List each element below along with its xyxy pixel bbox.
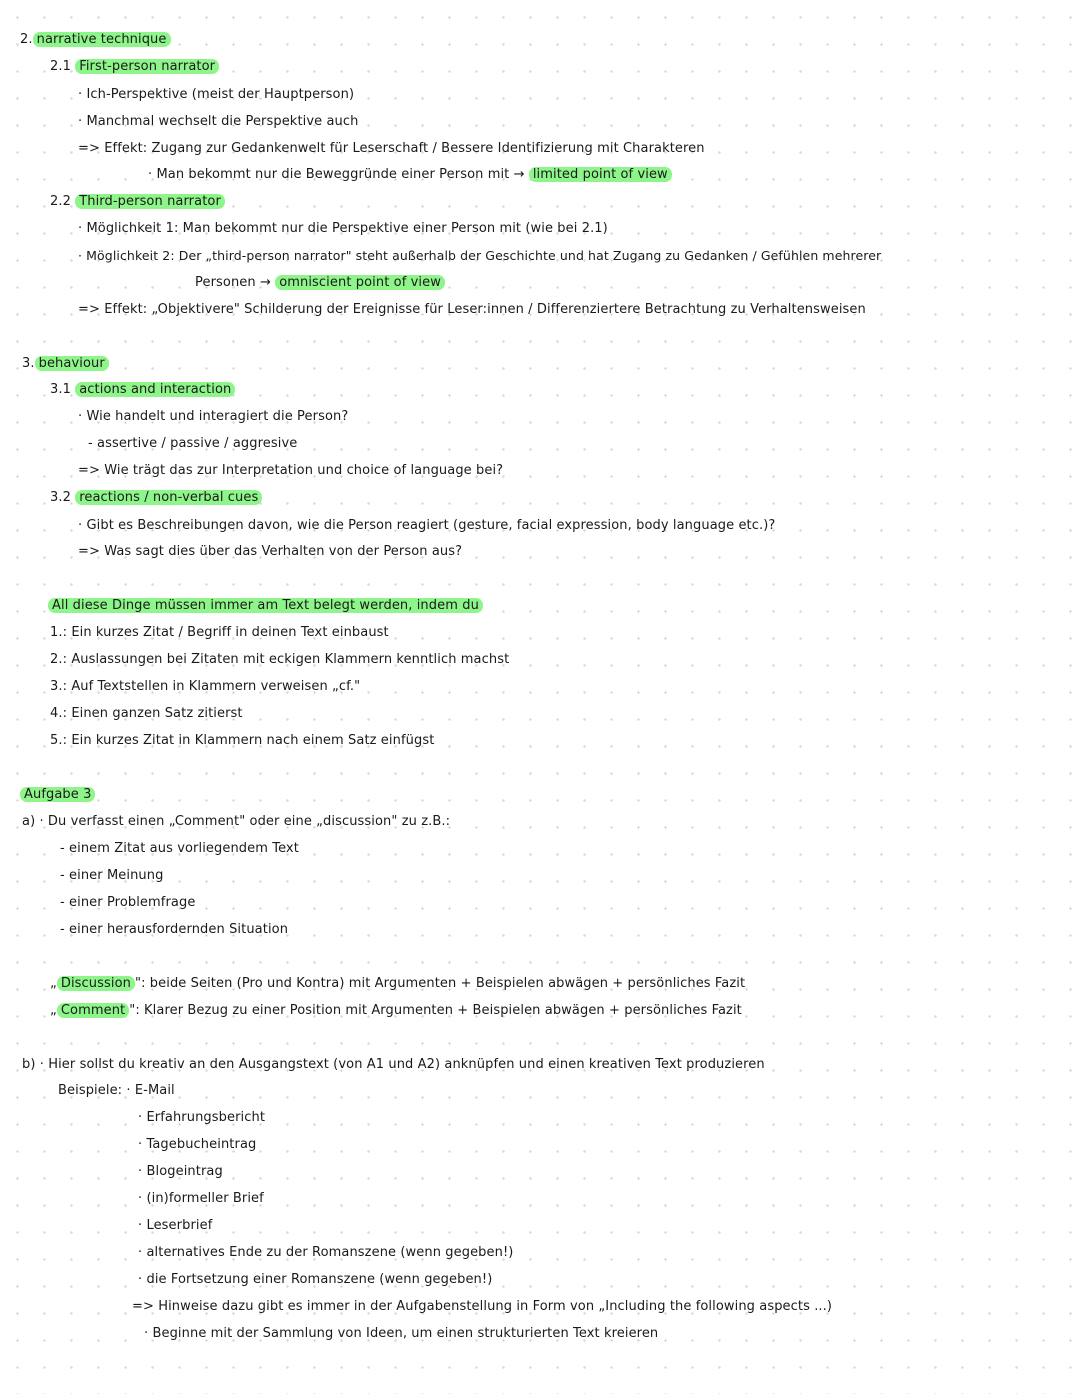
list-item: 3.: Auf Textstellen in Klammern verweisen „cf." (50, 679, 361, 694)
text-line-discussion: „ Discussion ": beide Seiten (Pro und Kontra) mit Argumenten + Beispielen abwägen + persönliches Fazit (50, 976, 746, 991)
subheading-reactions-cues: 3.2 reactions / non-verbal cues (50, 489, 262, 507)
list-item: - einer Meinung (60, 868, 164, 883)
text-line: => Was sagt dies über das Verhalten von der Person aus? (78, 544, 463, 559)
text-line-b: b) · Hier sollst du kreativ an den Ausgangstext (von A1 und A2) anknüpfen und einen kreativen Text produzieren (22, 1057, 765, 1072)
subheading-first-person-narrator: 2.1 First-person narrator (50, 58, 219, 76)
heading-behaviour: 3. behaviour (22, 355, 109, 373)
text-line: · Wie handelt und interagiert die Person? (78, 409, 349, 424)
list-item: · Tagebucheintrag (138, 1137, 257, 1152)
text-line: · Ich-Perspektive (meist der Hauptperson) (78, 87, 355, 102)
list-item: 1.: Ein kurzes Zitat / Begriff in deinen Text einbaust (50, 625, 389, 640)
highlight-text-evidence: All diese Dinge müssen immer am Text belegt werden, indem du (48, 597, 483, 615)
list-item: · (in)formeller Brief (138, 1191, 264, 1206)
text-line: => Wie trägt das zur Interpretation und choice of language bei? (78, 463, 504, 478)
text-line: · Beginne mit der Sammlung von Ideen, um einen strukturierten Text kreieren (144, 1326, 659, 1341)
text-line: - assertive / passive / aggresive (88, 436, 298, 451)
subheading-actions-interaction: 3.1 actions and interaction (50, 381, 235, 399)
text-line: => Effekt: Zugang zur Gedankenwelt für Leserschaft / Bessere Identifizierung mit Charakteren (78, 141, 705, 156)
list-item: · die Fortsetzung einer Romanszene (wenn gegeben!) (138, 1272, 493, 1287)
subheading-third-person-narrator: 2.2 Third-person narrator (50, 193, 225, 211)
list-item: 4.: Einen ganzen Satz zitierst (50, 706, 243, 721)
list-item: 2.: Auslassungen bei Zitaten mit eckigen Klammern kenntlich machst (50, 652, 510, 667)
heading-aufgabe-3: Aufgabe 3 (20, 786, 95, 804)
text-line: => Effekt: „Objektivere" Schilderung der Ereignisse für Leser:innen / Differenziertere Betrachtung zu Verhaltensweisen (78, 302, 866, 317)
text-line-limited-pov: · Man bekommt nur die Beweggründe einer Person mit → limited point of view (148, 166, 672, 184)
heading-narrative-technique: 2. narrative technique (20, 31, 171, 49)
list-item: 5.: Ein kurzes Zitat in Klammern nach einem Satz einfügst (50, 733, 435, 748)
list-item: - einer herausfordernden Situation (60, 922, 289, 937)
list-item: · Leserbrief (138, 1218, 213, 1233)
text-line-comment: „ Comment ": Klarer Bezug zu einer Position mit Argumenten + Beispielen abwägen + persönliches Fazit (50, 1003, 742, 1018)
list-item: · Erfahrungsbericht (138, 1110, 266, 1125)
list-item: · Blogeintrag (138, 1164, 223, 1179)
text-line: · Möglichkeit 2: Der „third-person narrator" steht außerhalb der Geschichte und hat Zugang zu Gedanken / Gefühlen mehrerer (78, 248, 882, 263)
text-line: · Manchmal wechselt die Perspektive auch (78, 114, 359, 129)
list-item: · alternatives Ende zu der Romanszene (wenn gegeben!) (138, 1245, 514, 1260)
text-line-omniscient-pov: Personen → omniscient point of view (195, 274, 445, 292)
text-line-beispiele: Beispiele: · E-Mail (58, 1083, 175, 1098)
text-line: · Gibt es Beschreibungen davon, wie die Person reagiert (gesture, facial expression, body language etc.)? (78, 518, 776, 533)
list-item: - einer Problemfrage (60, 895, 196, 910)
text-line-hinweise: => Hinweise dazu gibt es immer in der Aufgabenstellung in Form von „Including the following aspects ...) (132, 1299, 833, 1314)
text-line: · Möglichkeit 1: Man bekommt nur die Perspektive einer Person mit (wie bei 2.1) (78, 221, 608, 236)
text-line-a: a) · Du verfasst einen „Comment" oder eine „discussion" zu z.B.: (22, 814, 451, 829)
list-item: - einem Zitat aus vorliegendem Text (60, 841, 299, 856)
